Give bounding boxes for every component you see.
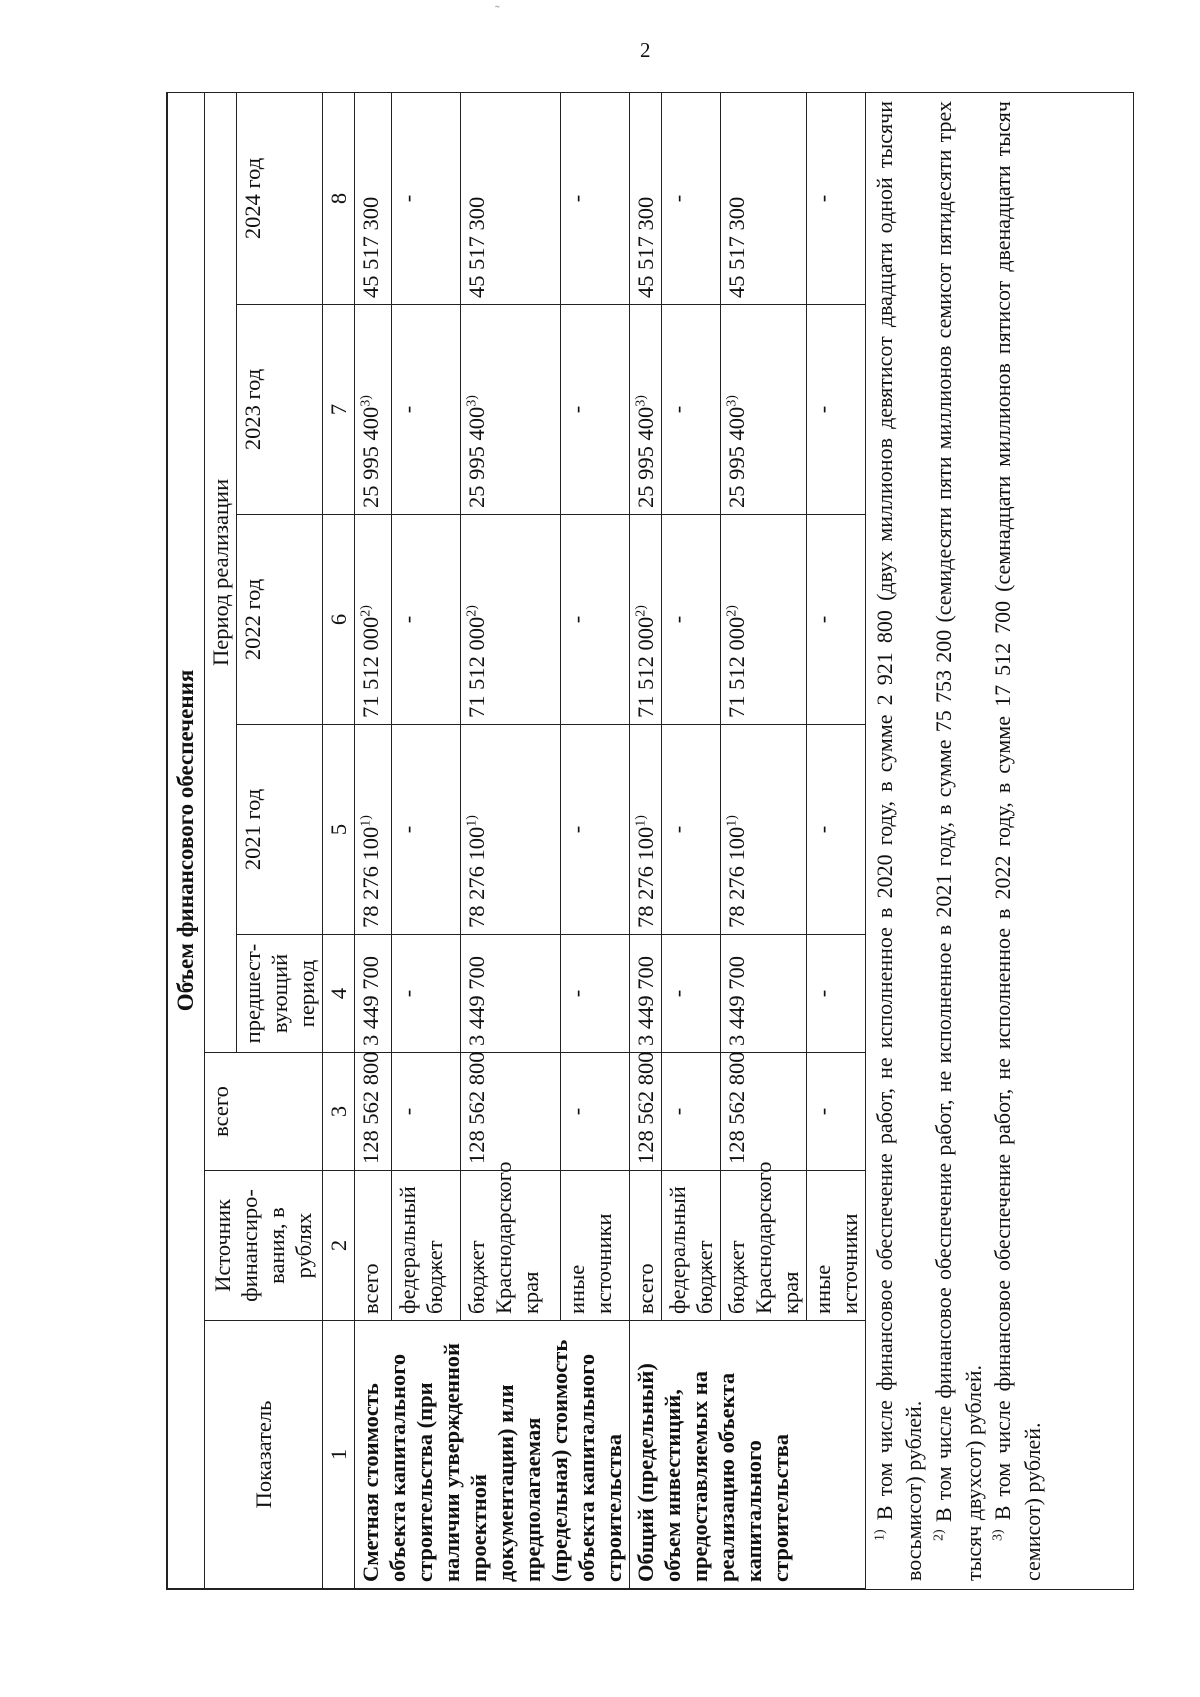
prior-cell: 3 449 700	[354, 935, 391, 1053]
index-cell: 5	[322, 725, 354, 935]
total-cell: -	[661, 1053, 720, 1171]
y2021-cell: 78 276 100$^{1)}$	[354, 725, 391, 935]
index-cell: 6	[322, 515, 354, 725]
index-cell: 8	[322, 92, 354, 304]
scan-mark: ˜	[495, 4, 500, 19]
header-2021: 2021 год	[236, 725, 322, 935]
header-2022: 2022 год	[236, 515, 322, 725]
footnote: $^{2)}$ В том числе финансовое обеспечение работ, не исполненное в 2021 году, в сумме 75 753 200 (семидесяти пяти миллионов семисот пятидесяти трех тысяч двухсот) рублей.	[930, 100, 986, 1581]
rotated-content	[167, 93, 1133, 1589]
source-cell: всего	[629, 1171, 661, 1321]
y2023-cell: -	[391, 305, 460, 515]
y2022-cell: 71 512 000$^{2)}$	[460, 515, 560, 725]
y2021-cell: 78 276 100$^{1)}$	[720, 725, 806, 935]
y2024-cell: 45 517 300	[629, 92, 661, 304]
source-cell: иные источники	[560, 1171, 629, 1321]
y2023-cell: 25 995 400$^{3)}$	[460, 305, 560, 515]
index-cell: 7	[322, 305, 354, 515]
index-cell: 3	[322, 1053, 354, 1171]
footnotes	[866, 93, 1054, 1589]
y2024-cell: 45 517 300	[354, 92, 391, 304]
y2023-cell: 25 995 400$^{3)}$	[629, 305, 661, 515]
total-cell: 128 562 800	[720, 1053, 806, 1171]
prior-cell: 3 449 700	[720, 935, 806, 1053]
y2021-cell: -	[806, 725, 865, 935]
table-row	[354, 92, 391, 1588]
total-cell: -	[560, 1053, 629, 1171]
financing-table	[167, 92, 866, 1589]
source-cell: всего	[354, 1171, 391, 1321]
table-row	[629, 92, 661, 1588]
y2021-cell: -	[560, 725, 629, 935]
total-cell: 128 562 800	[460, 1053, 560, 1171]
y2022-cell: 71 512 000$^{2)}$	[629, 515, 661, 725]
y2024-cell: -	[661, 92, 720, 304]
indicator-label: Сметная стоимость объекта капитального строительства (при наличии утвержденной проектной документации) или предполагаемая (предельная) стоимость объекта капитального строительства	[354, 1321, 629, 1589]
footnote: $^{1)}$ В том числе финансовое обеспечение работ, не исполненное в 2020 году, в сумме 2 921 800 (двух миллионов девятисот двадцати одной тысячи восьмисот) рублей.	[871, 101, 927, 1581]
source-cell: бюджет Краснодарского края	[720, 1171, 806, 1321]
y2024-cell: 45 517 300	[720, 92, 806, 304]
y2022-cell: -	[661, 515, 720, 725]
index-cell: 1	[322, 1321, 354, 1589]
prior-cell: 3 449 700	[629, 935, 661, 1053]
prior-cell: -	[661, 935, 720, 1053]
y2023-cell: -	[560, 305, 629, 515]
index-row	[322, 92, 354, 1588]
header-2024: 2024 год	[236, 92, 322, 304]
header-source: Источник финансиро-вания, в рублях	[204, 1171, 322, 1321]
y2022-cell: -	[391, 515, 460, 725]
caption-row	[168, 92, 205, 1588]
total-cell: 128 562 800	[629, 1053, 661, 1171]
prior-cell: -	[560, 935, 629, 1053]
total-cell: 128 562 800	[354, 1053, 391, 1171]
y2021-cell: 78 276 100$^{1)}$	[629, 725, 661, 935]
y2023-cell: -	[661, 305, 720, 515]
y2024-cell: -	[806, 92, 865, 304]
header-total: всего	[204, 1053, 322, 1171]
prior-cell: -	[806, 935, 865, 1053]
footnote: $^{3)}$ В том числе финансовое обеспечение работ, не исполненное в 2022 году, в сумме 17 512 700 (семнадцати миллионов пятисот двенадцати тысяч семисот) рублей.	[990, 101, 1046, 1581]
index-cell: 2	[322, 1171, 354, 1321]
y2022-cell: 71 512 000$^{2)}$	[720, 515, 806, 725]
y2021-cell: -	[661, 725, 720, 935]
y2023-cell: 25 995 400$^{3)}$	[354, 305, 391, 515]
source-cell: бюджет Краснодарского края	[460, 1171, 560, 1321]
y2024-cell: 45 517 300	[460, 92, 560, 304]
header-2023: 2023 год	[236, 305, 322, 515]
y2021-cell: -	[391, 725, 460, 935]
header-row-1	[204, 92, 236, 1588]
y2022-cell: -	[560, 515, 629, 725]
y2024-cell: -	[391, 92, 460, 304]
source-cell: федеральный бюджет	[661, 1171, 720, 1321]
header-prior: предшест-вующий период	[236, 935, 322, 1053]
y2021-cell: 78 276 100$^{1)}$	[460, 725, 560, 935]
index-cell: 4	[322, 935, 354, 1053]
total-cell: -	[806, 1053, 865, 1171]
indicator-label: Общий (предельный) объем инвестиций, предоставляемых на реализацию объекта капитального строительства	[629, 1321, 865, 1589]
document-frame	[166, 92, 1134, 1590]
total-cell: -	[391, 1053, 460, 1171]
y2022-cell: 71 512 000$^{2)}$	[354, 515, 391, 725]
source-cell: федеральный бюджет	[391, 1171, 460, 1321]
page-number: 2	[640, 38, 651, 62]
header-period: Период реализации	[204, 92, 236, 1052]
header-indicator: Показатель	[204, 1321, 322, 1589]
prior-cell: -	[391, 935, 460, 1053]
y2022-cell: -	[806, 515, 865, 725]
y2023-cell: 25 995 400$^{3)}$	[720, 305, 806, 515]
y2024-cell: -	[560, 92, 629, 304]
prior-cell: 3 449 700	[460, 935, 560, 1053]
source-cell: иные источники	[806, 1171, 865, 1321]
y2023-cell: -	[806, 305, 865, 515]
table-caption: Объем финансового обеспечения	[168, 92, 205, 1588]
